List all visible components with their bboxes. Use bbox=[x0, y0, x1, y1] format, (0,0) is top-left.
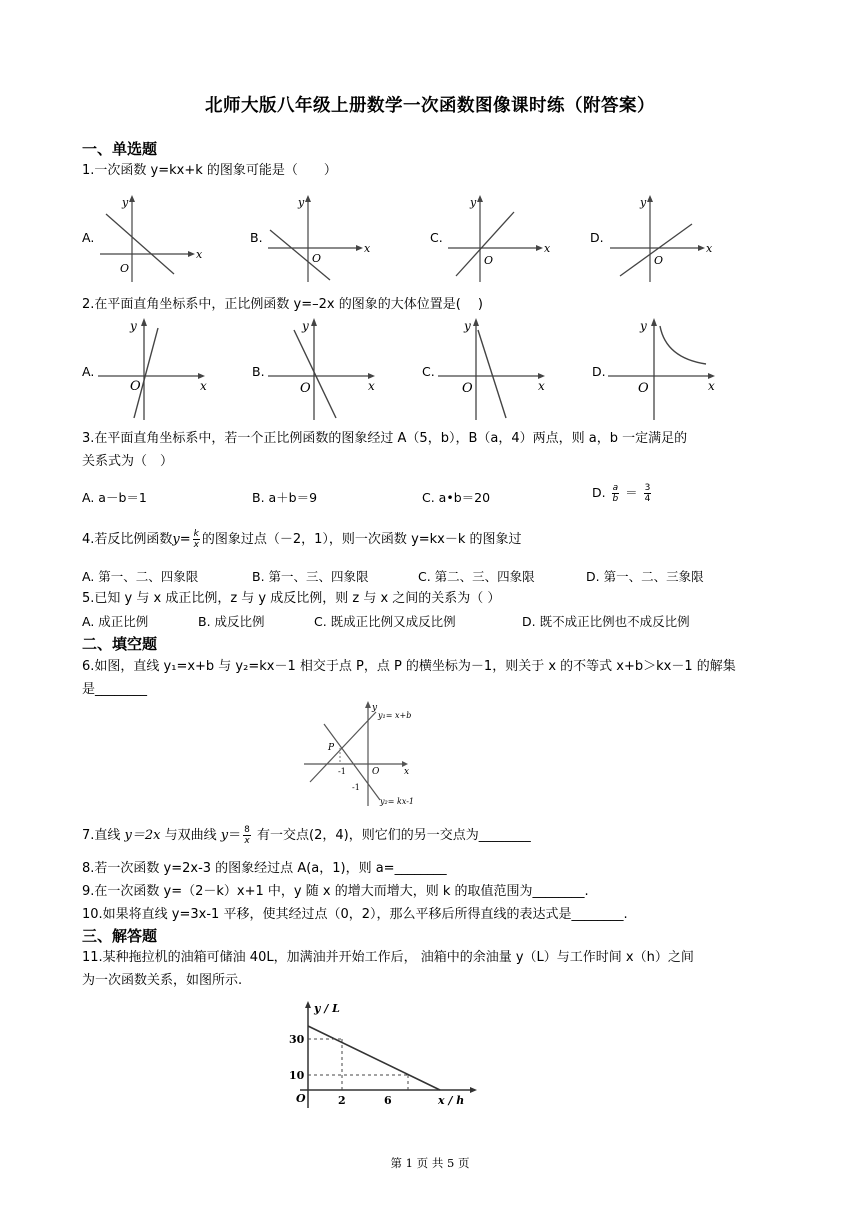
q11-x-axis-label: x / h bbox=[438, 1094, 465, 1107]
q11-tick-30: 30 bbox=[289, 1033, 305, 1046]
q1a-x-label: x bbox=[196, 248, 203, 261]
q2c-y-label: y bbox=[464, 319, 471, 333]
q6-y2-label: y₂= kx-1 bbox=[380, 797, 414, 806]
q3-option-a: A. a－b＝1 bbox=[82, 490, 147, 505]
question-4-text: 4.若反比例函数y= $\frac{k}{x}$ 的图象过点（－2，1），则一次函数 y=kx－k 的图象过 bbox=[82, 529, 522, 550]
q2c-x-label: x bbox=[538, 379, 545, 393]
q2d-y-label: y bbox=[640, 319, 647, 333]
q1-option-a-label: A. bbox=[82, 230, 95, 245]
section-heading-single-choice: 一、单选题 bbox=[82, 140, 158, 158]
q1d-y-label: y bbox=[640, 196, 647, 209]
question-6-text-line2: 是________ bbox=[82, 682, 148, 697]
q1-graph-b bbox=[264, 194, 374, 286]
q4-option-d: D. 第一、二、三象限 bbox=[586, 569, 704, 584]
q5-option-d: D. 既不成正比例也不成反比例 bbox=[522, 614, 690, 629]
q1-option-d-label: D. bbox=[590, 230, 604, 245]
q2d-origin: O bbox=[638, 381, 649, 396]
section-heading-fill-in: 二、填空题 bbox=[82, 635, 158, 653]
question-10-text: 10.如果将直线 y=3x-1 平移，使其经过点（0，2），那么平移后所得直线的表达式是________. bbox=[82, 907, 628, 922]
q1-graph-a bbox=[96, 194, 206, 286]
q4-option-c: C. 第二、三、四象限 bbox=[418, 569, 535, 584]
q6-y1-label: y₁= x+b bbox=[378, 711, 412, 720]
q2-option-d-label: D. bbox=[592, 364, 606, 379]
q2-option-b-label: B. bbox=[252, 364, 265, 379]
question-11-text-line2: 为一次函数关系，如图所示. bbox=[82, 973, 243, 988]
question-6-text-line1: 6.如图，直线 y₁=x+b 与 y₂=kx－1 相交于点 P，点 P 的横坐标为－1，则关于 x 的不等式 x+b＞kx－1 的解集 bbox=[82, 659, 736, 674]
q11-figure bbox=[284, 1000, 484, 1114]
q4-option-b: B. 第一、三、四象限 bbox=[252, 569, 369, 584]
question-8-text: 8.若一次函数 y=2x-3 的图象经过点 A(a，1)，则 a=________ bbox=[82, 861, 447, 876]
q1d-origin: O bbox=[654, 254, 664, 267]
q3-option-b: B. a＋b＝9 bbox=[252, 490, 318, 505]
question-3-text-line1: 3.在平面直角坐标系中，若一个正比例函数的图象经过 A（5，b），B（a，4）两点，则 a，b 一定满足的 bbox=[82, 431, 688, 446]
q11-tick-10: 10 bbox=[289, 1069, 305, 1082]
q3-option-d: D. $\frac{a}{b}$ ＝ $\frac{3}{4}$ bbox=[592, 483, 651, 504]
question-11-text-line1: 11.某种拖拉机的油箱可储油 40L，加满油并开始工作后， 油箱中的余油量 y（L）与工作时间 x（h）之间 bbox=[82, 950, 694, 965]
q2a-x-label: x bbox=[200, 379, 207, 393]
q3-option-c: C. a•b＝20 bbox=[422, 490, 491, 505]
q1c-y-label: y bbox=[470, 196, 477, 209]
q2b-x-label: x bbox=[368, 379, 375, 393]
q6-tick-x-neg1: -1 bbox=[338, 767, 346, 776]
question-2-text: 2.在平面直角坐标系中，正比例函数 y=–2x 的图象的大体位置是( ) bbox=[82, 297, 483, 312]
q2-graph-b bbox=[266, 314, 386, 424]
q1b-origin: O bbox=[312, 252, 322, 265]
q6-point-p: P bbox=[328, 743, 335, 753]
q2d-x-label: x bbox=[708, 379, 715, 393]
q5-option-a: A. 成正比例 bbox=[82, 614, 149, 629]
q1-option-b-label: B. bbox=[250, 230, 263, 245]
question-9-text: 9.在一次函数 y=（2－k）x+1 中，y 随 x 的增大而增大，则 k 的取值范围为________. bbox=[82, 884, 589, 899]
q11-origin: O bbox=[296, 1092, 306, 1105]
q5-option-c: C. 既成正比例又成反比例 bbox=[314, 614, 456, 629]
page-title: 北师大版八年级上册数学一次函数图像课时练（附答案） bbox=[205, 96, 655, 116]
q1b-y-label: y bbox=[298, 196, 305, 209]
q3-option-d-fraction-2: $\frac{3}{4}$ bbox=[644, 483, 651, 504]
q11-y-axis-label: y / L bbox=[314, 1002, 340, 1015]
q3-option-d-fraction-1: $\frac{a}{b}$ bbox=[612, 483, 619, 504]
q2-graph-a bbox=[96, 314, 216, 424]
q7-fraction: $\frac{8}{x}$ bbox=[244, 825, 250, 846]
q1a-y-label: y bbox=[122, 196, 129, 209]
q1-graph-c bbox=[444, 194, 554, 286]
q2b-origin: O bbox=[300, 381, 311, 396]
q4-option-a: A. 第一、二、四象限 bbox=[82, 569, 199, 584]
q6-origin: O bbox=[372, 767, 380, 777]
q6-figure bbox=[298, 700, 418, 810]
q2a-y-label: y bbox=[130, 319, 137, 333]
q4-fraction: $\frac{k}{x}$ bbox=[193, 529, 199, 550]
q1-graph-d bbox=[606, 194, 716, 286]
q6-tick-y-neg1: -1 bbox=[352, 783, 360, 792]
q6-y-label: y bbox=[372, 703, 378, 713]
q2-option-c-label: C. bbox=[422, 364, 435, 379]
page-footer: 第 1 页 共 5 页 bbox=[390, 1156, 470, 1170]
q1b-x-label: x bbox=[364, 242, 371, 255]
q2c-origin: O bbox=[462, 381, 473, 396]
q2-option-a-label: A. bbox=[82, 364, 95, 379]
question-5-text: 5.已知 y 与 x 成正比例，z 与 y 成反比例，则 z 与 x 之间的关系为（ ） bbox=[82, 591, 501, 606]
q2a-origin: O bbox=[130, 379, 141, 394]
q2-graph-d bbox=[606, 314, 726, 424]
q11-tick-6: 6 bbox=[384, 1094, 392, 1107]
question-3-text-line2: 关系式为（ ） bbox=[82, 454, 174, 469]
q1c-x-label: x bbox=[544, 242, 551, 255]
q6-x-label: x bbox=[404, 767, 410, 777]
q11-tick-2: 2 bbox=[338, 1094, 346, 1107]
q2b-y-label: y bbox=[302, 319, 309, 333]
q2-graph-c bbox=[436, 314, 556, 424]
q5-option-b: B. 成反比例 bbox=[198, 614, 265, 629]
q1d-x-label: x bbox=[706, 242, 713, 255]
section-heading-solution: 三、解答题 bbox=[82, 927, 158, 945]
q1a-origin: O bbox=[120, 262, 130, 275]
q1c-origin: O bbox=[484, 254, 494, 267]
question-7-text: 7.直线 y＝2x 与双曲线 y＝ $\frac{8}{x}$ 有一交点(2，4)，则它们的另一交点为________ bbox=[82, 825, 531, 846]
q1-option-c-label: C. bbox=[430, 230, 443, 245]
question-1-text: 1.一次函数 y=kx+k 的图象可能是（ ） bbox=[82, 163, 337, 178]
